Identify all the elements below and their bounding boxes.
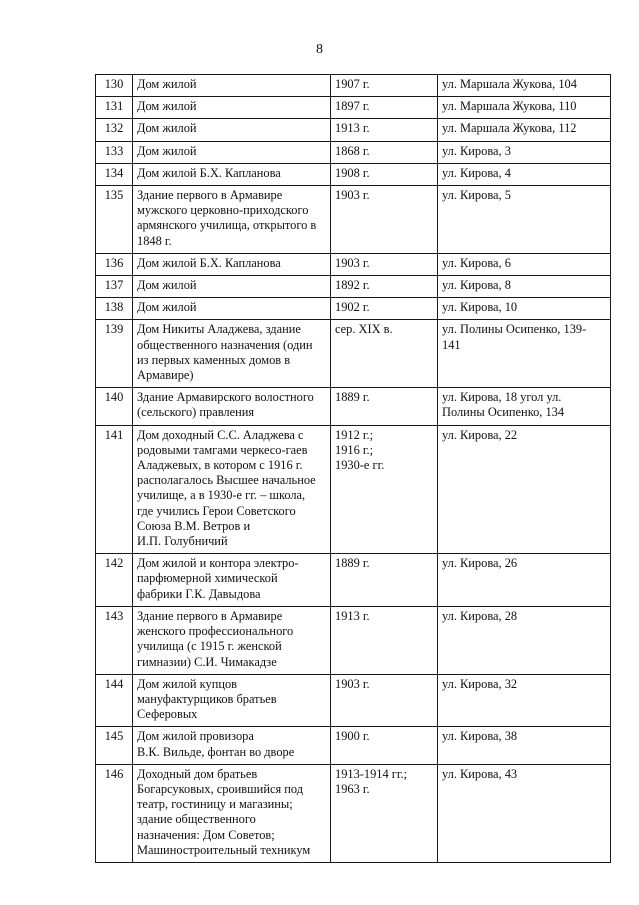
object-name-line: парфюмерной химической <box>137 571 278 586</box>
date-cell <box>331 388 438 425</box>
table-row <box>96 276 611 298</box>
address-line: Полины Осипенко, 134 <box>442 405 565 420</box>
address-line: ул. Кирова, 8 <box>442 278 511 293</box>
object-name-line: Здание первого в Армавире <box>137 608 283 623</box>
table-row <box>96 320 611 388</box>
address-cell <box>438 163 611 185</box>
address-cell <box>438 253 611 275</box>
date-line: 1897 г. <box>335 99 370 114</box>
object-name-cell <box>133 674 331 727</box>
object-name-line: где учились Герои Советского <box>137 503 296 518</box>
table-row <box>96 674 611 727</box>
object-name-line: располагалось Высшее начальное <box>137 473 316 488</box>
heritage-table-body <box>96 75 611 863</box>
date-line: 1908 г. <box>335 165 370 180</box>
object-name-line: Дом жилой провизора <box>137 729 254 744</box>
row-number-cell: 136 <box>96 253 133 275</box>
object-name-line: Машиностроительный техникум <box>137 842 311 857</box>
row-number-cell: 143 <box>96 606 133 674</box>
table-row <box>96 298 611 320</box>
row-number-cell: 144 <box>96 674 133 727</box>
address-line: ул. Кирова, 26 <box>442 556 518 571</box>
row-number-cell: 138 <box>96 298 133 320</box>
address-line: ул. Кирова, 32 <box>442 676 518 691</box>
row-number-cell: 135 <box>96 186 133 254</box>
date-line: 1902 г. <box>335 300 370 315</box>
date-line: 1913-1914 гг.; <box>335 766 408 781</box>
object-name-line: Армавире) <box>137 368 194 383</box>
object-name-line: Дом жилой <box>137 121 197 136</box>
date-cell <box>331 764 438 862</box>
object-name-line: театр, гостиницу и магазины; <box>137 797 293 812</box>
object-name-cell <box>133 388 331 425</box>
object-name-line: здание общественного <box>137 812 256 827</box>
date-cell <box>331 298 438 320</box>
object-name-cell <box>133 119 331 141</box>
date-cell <box>331 276 438 298</box>
page-number: 8 <box>316 42 323 57</box>
date-cell <box>331 186 438 254</box>
object-name-line: Дом жилой купцов <box>137 676 237 691</box>
table-row <box>96 554 611 607</box>
table-row <box>96 253 611 275</box>
address-cell <box>438 186 611 254</box>
row-number-cell: 145 <box>96 727 133 764</box>
object-name-line: Дом жилой Б.Х. Капланова <box>137 165 281 180</box>
address-line: ул. Кирова, 38 <box>442 729 518 744</box>
object-name-line: училище, а в 1930-е гг. – школа, <box>137 488 306 503</box>
date-line: сер. XIX в. <box>335 322 393 337</box>
object-name-line: Дом доходный С.С. Аладжева с <box>137 427 304 442</box>
address-cell <box>438 141 611 163</box>
address-line: ул. Маршала Жукова, 112 <box>442 121 577 136</box>
object-name-line: женского профессионального <box>137 624 294 639</box>
table-row <box>96 764 611 862</box>
object-name-cell <box>133 320 331 388</box>
object-name-line: Дом жилой <box>137 300 197 315</box>
object-name-cell <box>133 554 331 607</box>
address-line: ул. Кирова, 3 <box>442 143 511 158</box>
address-line: ул. Кирова, 10 <box>442 300 518 315</box>
object-name-line: армянского училища, открытого в <box>137 218 317 233</box>
date-cell <box>331 141 438 163</box>
date-line: 1916 г.; <box>335 442 374 457</box>
date-cell <box>331 320 438 388</box>
row-number-cell: 130 <box>96 75 133 97</box>
date-line: 1913 г. <box>335 121 370 136</box>
date-line: 1903 г. <box>335 255 370 270</box>
row-number-cell: 134 <box>96 163 133 185</box>
date-cell <box>331 163 438 185</box>
date-cell <box>331 674 438 727</box>
date-line: 1889 г. <box>335 390 370 405</box>
object-name-line: Дом жилой <box>137 143 197 158</box>
row-number-cell: 141 <box>96 425 133 554</box>
address-line: ул. Кирова, 43 <box>442 766 518 781</box>
date-cell <box>331 97 438 119</box>
date-line: 1963 г. <box>335 781 370 796</box>
date-cell <box>331 253 438 275</box>
address-cell <box>438 388 611 425</box>
address-line: 141 <box>442 337 461 352</box>
table-row <box>96 141 611 163</box>
table-row <box>96 425 611 554</box>
address-line: ул. Кирова, 4 <box>442 165 511 180</box>
object-name-line: Богарсуковых, сроившийся под <box>137 781 304 796</box>
object-name-line: училища (с 1915 г. женской <box>137 639 282 654</box>
address-cell <box>438 764 611 862</box>
date-line: 1889 г. <box>335 556 370 571</box>
row-number-cell: 132 <box>96 119 133 141</box>
date-line: 1913 г. <box>335 608 370 623</box>
object-name-cell <box>133 764 331 862</box>
table-row <box>96 119 611 141</box>
date-cell <box>331 554 438 607</box>
address-cell <box>438 298 611 320</box>
row-number-cell: 146 <box>96 764 133 862</box>
object-name-line: Дом Никиты Аладжева, здание <box>137 322 301 337</box>
object-name-cell <box>133 186 331 254</box>
address-line: ул. Кирова, 6 <box>442 255 511 270</box>
table-row <box>96 606 611 674</box>
object-name-line: Здание Армавирского волостного <box>137 390 314 405</box>
address-cell <box>438 320 611 388</box>
address-cell <box>438 554 611 607</box>
object-name-line: фабрики Г.К. Давыдова <box>137 586 261 601</box>
object-name-line: мужского церковно-приходского <box>137 203 309 218</box>
object-name-line: И.П. Голубничий <box>137 534 228 549</box>
date-line: 1907 г. <box>335 77 370 91</box>
table-row <box>96 727 611 764</box>
row-number-cell: 140 <box>96 388 133 425</box>
date-cell <box>331 425 438 554</box>
object-name-line: (сельского) правления <box>137 405 255 420</box>
date-cell <box>331 727 438 764</box>
date-line: 1903 г. <box>335 188 370 203</box>
date-line: 1868 г. <box>335 143 370 158</box>
object-name-line: Дом жилой <box>137 278 197 293</box>
object-name-line: Аладжевых, в котором с 1916 г. <box>137 458 303 473</box>
address-line: ул. Маршала Жукова, 110 <box>442 99 577 114</box>
object-name-cell <box>133 298 331 320</box>
row-number-cell: 142 <box>96 554 133 607</box>
address-line: ул. Полины Осипенко, 139- <box>442 322 587 337</box>
object-name-line: Дом жилой и контора электро- <box>137 556 299 571</box>
address-cell <box>438 276 611 298</box>
object-name-line: Дом жилой <box>137 77 197 91</box>
address-cell <box>438 75 611 97</box>
object-name-line: Здание первого в Армавире <box>137 188 283 203</box>
row-number-cell: 131 <box>96 97 133 119</box>
date-cell <box>331 75 438 97</box>
object-name-cell <box>133 163 331 185</box>
object-name-line: 1848 г. <box>137 233 172 248</box>
row-number-cell: 139 <box>96 320 133 388</box>
object-name-line: Союза В.М. Ветров и <box>137 518 251 533</box>
object-name-cell <box>133 425 331 554</box>
table-row <box>96 186 611 254</box>
table-row <box>96 388 611 425</box>
object-name-cell <box>133 253 331 275</box>
address-cell <box>438 606 611 674</box>
row-number-cell: 137 <box>96 276 133 298</box>
address-cell <box>438 119 611 141</box>
table-row <box>96 75 611 97</box>
object-name-line: мануфактурщиков братьев <box>137 691 277 706</box>
address-line: ул. Кирова, 5 <box>442 188 511 203</box>
address-line: ул. Маршала Жукова, 104 <box>442 77 577 91</box>
object-name-line: Доходный дом братьев <box>137 766 258 781</box>
object-name-line: Сеферовых <box>137 707 198 722</box>
address-cell <box>438 727 611 764</box>
address-cell <box>438 425 611 554</box>
date-line: 1892 г. <box>335 278 370 293</box>
object-name-cell <box>133 606 331 674</box>
heritage-table <box>95 74 611 863</box>
address-cell <box>438 97 611 119</box>
object-name-line: из первых каменных домов в <box>137 352 291 367</box>
object-name-cell <box>133 97 331 119</box>
object-name-cell <box>133 75 331 97</box>
date-line: 1903 г. <box>335 676 370 691</box>
object-name-line: В.К. Вильде, фонтан во дворе <box>137 744 295 759</box>
table-row <box>96 97 611 119</box>
object-name-line: Дом жилой Б.Х. Капланова <box>137 255 281 270</box>
date-cell <box>331 119 438 141</box>
object-name-line: родовыми тамгами черкесо-гаев <box>137 442 308 457</box>
object-name-line: назначения: Дом Советов; <box>137 827 275 842</box>
date-cell <box>331 606 438 674</box>
object-name-line: Дом жилой <box>137 99 197 114</box>
row-number-cell: 133 <box>96 141 133 163</box>
address-line: ул. Кирова, 18 угол ул. <box>442 390 562 405</box>
object-name-cell <box>133 141 331 163</box>
address-line: ул. Кирова, 28 <box>442 608 518 623</box>
object-name-line: гимназии) С.И. Чимакадзе <box>137 654 277 669</box>
address-cell <box>438 674 611 727</box>
date-line: 1912 г.; <box>335 427 374 442</box>
table-row <box>96 163 611 185</box>
object-name-cell <box>133 727 331 764</box>
object-name-cell <box>133 276 331 298</box>
address-line: ул. Кирова, 22 <box>442 427 518 442</box>
date-line: 1930-е гг. <box>335 458 385 473</box>
object-name-line: общественного назначения (один <box>137 337 313 352</box>
date-line: 1900 г. <box>335 729 370 744</box>
